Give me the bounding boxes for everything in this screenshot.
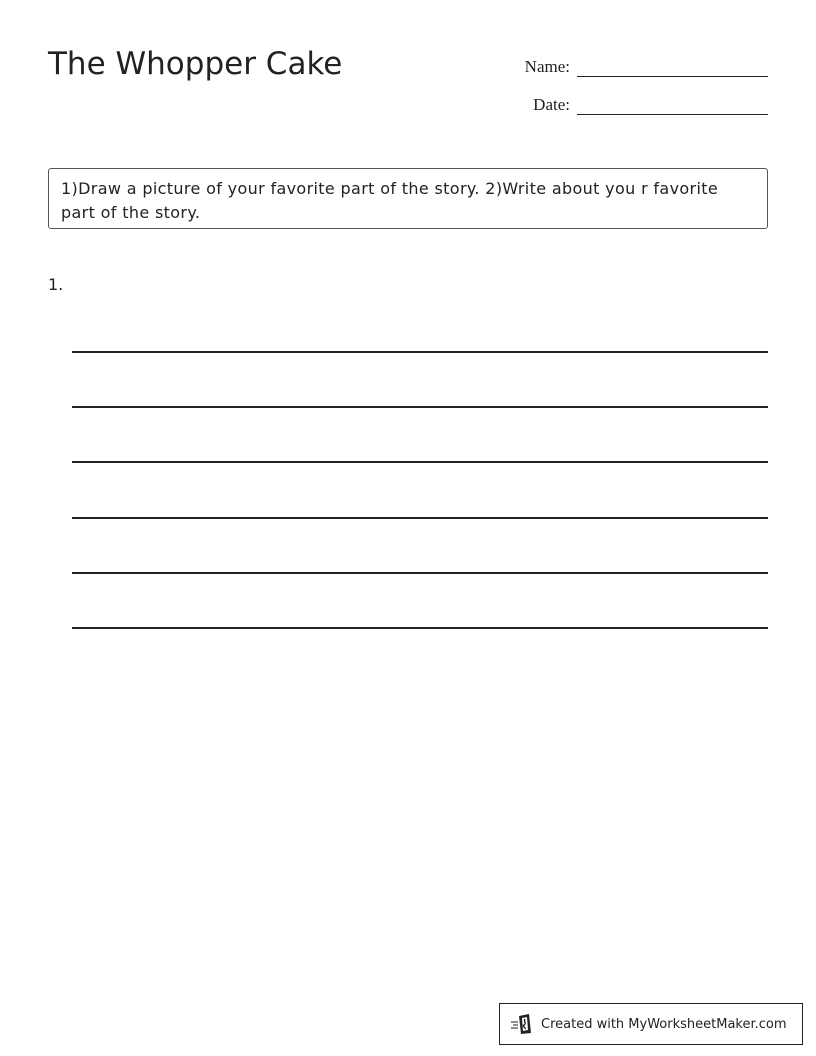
- answer-line[interactable]: [72, 572, 768, 574]
- worksheet-maker-logo-icon: [510, 1013, 534, 1035]
- answer-line[interactable]: [72, 627, 768, 629]
- answer-line[interactable]: [72, 517, 768, 519]
- answer-line[interactable]: [72, 351, 768, 353]
- question-number: 1.: [48, 275, 64, 294]
- date-write-line[interactable]: [577, 90, 768, 115]
- footer-credit: [499, 1003, 803, 1045]
- footer-text: Created with MyWorksheetMaker.com: [541, 1016, 787, 1032]
- answer-line[interactable]: [72, 406, 768, 408]
- worksheet-title: The Whopper Cake: [48, 46, 343, 82]
- name-label: Name:: [524, 57, 570, 76]
- name-field: [525, 52, 768, 77]
- date-field: [533, 90, 768, 115]
- instructions-box: 1)Draw a picture of your favorite part of the story. 2)Write about you r favorite part of the story.: [48, 168, 768, 229]
- date-label: Date:: [533, 95, 570, 114]
- name-write-line[interactable]: [577, 52, 768, 77]
- answer-line[interactable]: [72, 461, 768, 463]
